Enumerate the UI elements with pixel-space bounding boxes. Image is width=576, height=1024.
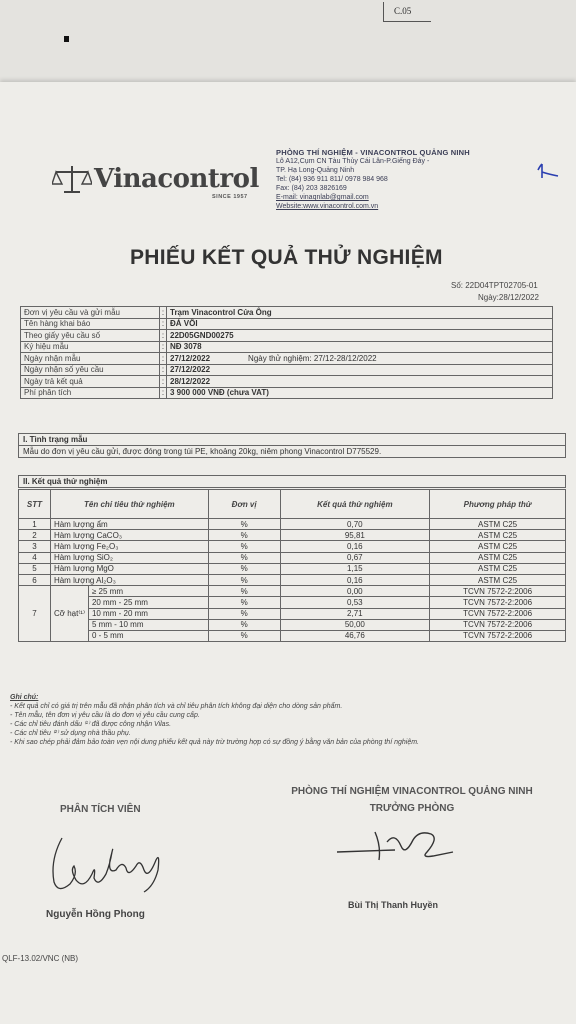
- result-unit: %: [208, 530, 280, 541]
- col-stt: STT: [19, 490, 51, 519]
- result-unit: %: [208, 519, 280, 530]
- lab-signature-block: [262, 783, 562, 817]
- result-unit: %: [208, 597, 280, 608]
- result-value: 0,53: [280, 597, 430, 608]
- result-stt: 6: [19, 574, 51, 585]
- info-label: Ký hiệu mẫu: [21, 341, 160, 353]
- lab-name: PHÒNG THÍ NGHIỆM - VINACONTROL QUẢNG NINH: [276, 148, 470, 157]
- result-unit: %: [208, 586, 280, 597]
- result-value: 0,67: [280, 552, 430, 563]
- info-value-cell: [167, 353, 553, 365]
- result-unit: %: [208, 563, 280, 574]
- info-value: 22D05GND00275: [170, 330, 234, 340]
- result-method: TCVN 7572-2:2006: [430, 608, 566, 619]
- logo-since: SINCE 1957: [212, 194, 248, 200]
- note-line: - Kết quả chỉ có giá trị trên mẫu đã nhận phân tích và chỉ tiêu phân tích không đại diện cho dòng sản phẩm.: [10, 703, 343, 710]
- col-test-name: Tên chỉ tiêu thử nghiệm: [50, 490, 208, 519]
- particle-size-stt: 7: [19, 586, 51, 642]
- result-stt: 3: [19, 541, 51, 552]
- info-label: Theo giấy yêu cầu số: [21, 330, 160, 342]
- note-line: - Các chỉ tiêu ⁽²⁾ sử dụng nhà thầu phụ.: [10, 730, 131, 737]
- result-name: Hàm lượng MgO: [50, 563, 208, 574]
- info-colon: :: [160, 318, 167, 330]
- info-value: Trạm Vinacontrol Cửa Ông: [170, 307, 272, 317]
- result-unit: %: [208, 541, 280, 552]
- lab-fax: Fax: (84) 203 3826169: [276, 185, 347, 192]
- particle-size-row: [19, 630, 566, 641]
- particle-size-range: 20 mm - 25 mm: [88, 597, 208, 608]
- handwritten-check-mark: [536, 162, 566, 180]
- head-title: TRƯỞNG PHÒNG: [369, 803, 455, 814]
- result-row: [19, 552, 566, 563]
- result-stt: 1: [19, 519, 51, 530]
- info-value-cell: [167, 341, 553, 353]
- result-value: 46,76: [280, 630, 430, 641]
- result-row: [19, 519, 566, 530]
- lab-address-line2: TP. Hạ Long-Quảng Ninh: [276, 167, 355, 174]
- sheet-tab-label: C.05: [383, 2, 431, 22]
- result-method: TCVN 7572-2:2006: [430, 597, 566, 608]
- section-heading-results: II. Kết quả thử nghiệm: [19, 476, 566, 488]
- result-unit: %: [208, 574, 280, 585]
- analyst-signature: [40, 830, 180, 900]
- info-row: [21, 353, 553, 365]
- lab-address-line1: Lô A12,Cụm CN Tàu Thủy Cái Lân-P.Giếng Đáy -: [276, 158, 430, 165]
- result-method: ASTM C25: [430, 530, 566, 541]
- info-value: NĐ 3078: [170, 342, 202, 352]
- footer-lab-name: PHÒNG THÍ NGHIỆM VINACONTROL QUẢNG NINH: [291, 786, 533, 797]
- info-colon: :: [160, 341, 167, 353]
- result-unit: %: [208, 552, 280, 563]
- info-value: ĐÁ VÔI: [170, 319, 198, 329]
- result-row: [19, 574, 566, 585]
- result-stt: 2: [19, 530, 51, 541]
- particle-size-row: [19, 619, 566, 630]
- note-line: - Tên mẫu, tên đơn vị yêu cầu là do đơn vị yêu cầu cung cấp.: [10, 712, 200, 719]
- result-value: 2,71: [280, 608, 430, 619]
- result-method: TCVN 7572-2:2006: [430, 619, 566, 630]
- ink-dot: [64, 36, 69, 42]
- info-label: Tên hàng khai báo: [21, 318, 160, 330]
- info-value-cell: [167, 318, 553, 330]
- scales-icon: [52, 162, 92, 196]
- info-colon: :: [160, 307, 167, 319]
- info-value: 27/12/2022: [170, 365, 211, 375]
- result-unit: %: [208, 619, 280, 630]
- test-results-table: [18, 489, 566, 642]
- result-name: Hàm lượng CaCO₃: [50, 530, 208, 541]
- result-stt: 4: [19, 552, 51, 563]
- notes-heading: Ghi chú:: [10, 694, 39, 701]
- note-line: - Khi sao chép phải đảm bảo toàn vẹn nội dung phiếu kết quả này trừ trường hợp có sự đồng ý bằng văn bản của phòng thí nghiệm.: [10, 739, 419, 746]
- particle-size-name: Cỡ hạt⁽¹⁾: [50, 586, 88, 642]
- sample-info-table: [20, 306, 553, 399]
- info-colon: :: [160, 387, 167, 399]
- test-date-range: Ngày thử nghiệm: 27/12-28/12/2022: [248, 353, 377, 363]
- lab-website-link[interactable]: Website:www.vinacontrol.com.vn: [276, 203, 379, 210]
- logo-wordmark: Vinacontrol: [94, 164, 259, 194]
- info-label: Phí phân tích: [21, 387, 160, 399]
- result-value: 0,00: [280, 586, 430, 597]
- note-line: - Các chỉ tiêu đánh dấu ⁽¹⁾ đã được công nhận Vilas.: [10, 721, 172, 728]
- col-result: Kết quả thử nghiệm: [280, 490, 430, 519]
- info-label: Ngày nhận mẫu: [21, 353, 160, 365]
- result-name: Hàm lượng Al₂O₃: [50, 574, 208, 585]
- col-unit: Đơn vị: [208, 490, 280, 519]
- result-value: 1,15: [280, 563, 430, 574]
- info-row: [21, 307, 553, 319]
- form-code: QLF-13.02/VNC (NB): [2, 954, 79, 963]
- info-label: Đơn vị yêu cầu và gửi mẫu: [21, 307, 160, 319]
- particle-size-range: ≥ 25 mm: [88, 586, 208, 597]
- result-stt: 5: [19, 563, 51, 574]
- info-value-cell: [167, 387, 553, 399]
- result-method: TCVN 7572-2:2006: [430, 630, 566, 641]
- info-value-cell: [167, 376, 553, 388]
- notes-block: [10, 693, 419, 747]
- head-name: Bùi Thị Thanh Huyền: [348, 900, 438, 910]
- result-method: ASTM C25: [430, 541, 566, 552]
- lab-contact-block: [276, 148, 470, 211]
- result-method: ASTM C25: [430, 552, 566, 563]
- info-colon: :: [160, 376, 167, 388]
- sample-condition-text: Mẫu do đơn vị yêu cầu gửi, được đóng trong túi PE, khoảng 20kg, niêm phong Vinacontrol D775529.: [19, 446, 566, 458]
- particle-size-row: [19, 608, 566, 619]
- info-value-cell: [167, 330, 553, 342]
- info-value-cell: [167, 364, 553, 376]
- lab-tel: Tel: (84) 936 911 811/ 0978 984 968: [276, 176, 388, 183]
- document-date: Ngày:28/12/2022: [478, 293, 539, 302]
- result-method: ASTM C25: [430, 519, 566, 530]
- info-row: [21, 376, 553, 388]
- result-value: 0,70: [280, 519, 430, 530]
- info-value-cell: [167, 307, 553, 319]
- head-signature: [335, 822, 460, 867]
- result-name: Hàm lượng SiO₂: [50, 552, 208, 563]
- sample-condition-section: [18, 433, 566, 458]
- result-unit: %: [208, 630, 280, 641]
- results-header-row: [19, 490, 566, 519]
- info-value: 27/12/2022: [170, 353, 211, 363]
- info-label: Ngày nhận số yêu cầu: [21, 364, 160, 376]
- info-row: [21, 330, 553, 342]
- particle-size-range: 0 - 5 mm: [88, 630, 208, 641]
- info-label: Ngày trả kết quả: [21, 376, 160, 388]
- result-value: 0,16: [280, 541, 430, 552]
- result-row: [19, 530, 566, 541]
- info-colon: :: [160, 364, 167, 376]
- result-method: ASTM C25: [430, 574, 566, 585]
- info-colon: :: [160, 330, 167, 342]
- result-method: TCVN 7572-2:2006: [430, 586, 566, 597]
- document-title: PHIẾU KẾT QUẢ THỬ NGHIỆM: [130, 246, 443, 269]
- info-colon: :: [160, 353, 167, 365]
- info-row: [21, 387, 553, 399]
- info-row: [21, 318, 553, 330]
- info-row: [21, 341, 553, 353]
- info-value: 3 900 000 VNĐ (chưa VAT): [170, 388, 269, 398]
- result-method: ASTM C25: [430, 563, 566, 574]
- lab-email-link[interactable]: E-mail: vinaqnlab@gmail.com: [276, 194, 369, 201]
- particle-size-range: 5 mm - 10 mm: [88, 619, 208, 630]
- result-name: Hàm lượng ẩm: [50, 519, 208, 530]
- analyst-name: Nguyễn Hồng Phong: [46, 909, 145, 920]
- analyst-title: PHÂN TÍCH VIÊN: [60, 804, 141, 815]
- underlying-sheet: [0, 0, 576, 95]
- particle-size-row: [19, 586, 566, 597]
- info-value: 28/12/2022: [170, 376, 211, 386]
- result-row: [19, 563, 566, 574]
- section-heading-condition: I. Tình trạng mẫu: [19, 434, 566, 446]
- result-value: 95,81: [280, 530, 430, 541]
- info-row: [21, 364, 553, 376]
- result-name: Hàm lượng Fe₂O₃: [50, 541, 208, 552]
- result-value: 50,00: [280, 619, 430, 630]
- vinacontrol-logo: [52, 158, 259, 208]
- particle-size-row: [19, 597, 566, 608]
- result-unit: %: [208, 608, 280, 619]
- result-row: [19, 541, 566, 552]
- col-method: Phương pháp thử: [430, 490, 566, 519]
- particle-size-range: 10 mm - 20 mm: [88, 608, 208, 619]
- result-value: 0,16: [280, 574, 430, 585]
- document-number: Số: 22D04TPT02705-01: [451, 281, 538, 290]
- results-heading-box: [18, 475, 566, 488]
